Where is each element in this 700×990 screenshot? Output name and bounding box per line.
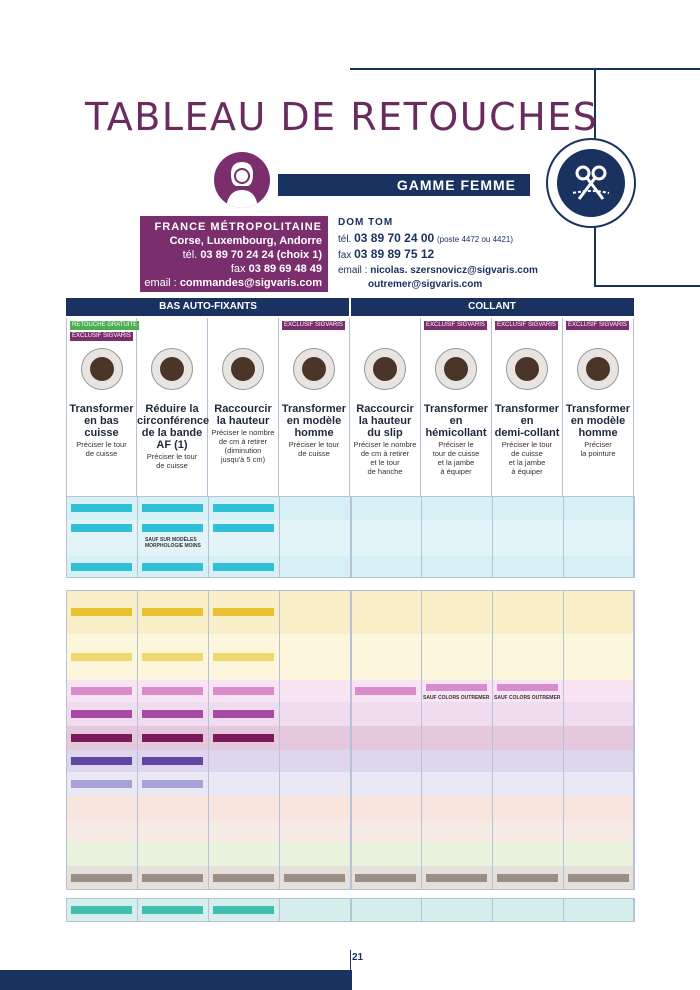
column-instruction: Préciser la pointure [580,440,616,458]
domtom-email-line: email : nicolas. szersnovicz@sigvaris.com [338,264,538,276]
france-heading: FRANCE MÉTROPOLITAINE [154,221,322,233]
stocking-icon [435,348,477,390]
column-divider [634,590,635,890]
column-divider [634,496,635,578]
column-instruction: Préciser le nombre de cm à retirer (diminution jusqu'à 5 cm) [211,428,275,464]
column-instruction: Préciser le tour de cuisse et la jambe à équiper [432,440,480,476]
header-divider [349,298,351,316]
column-title: Réduire la circonférence de la bande AF (1) [137,403,210,451]
gamme-label: GAMME FEMME [396,177,516,193]
column-header-8 [563,318,634,496]
column-header-7 [492,318,563,496]
badge-exclusif-sigvaris: EXCLUSIF SIGVARIS [568,322,627,328]
footer-bar [0,970,352,990]
domtom-email-link-1[interactable]: nicolas. szersnovicz@sigvaris.com [370,264,538,276]
stocking-icon [81,348,123,390]
note-morphologie-moins: SAUF SUR MODÈLES MORPHOLOGIE MOINS [145,537,201,549]
column-title: Raccourcir la hauteur du slip [356,403,414,439]
scissors-icon [557,149,625,217]
badge-exclusif-sigvaris: EXCLUSIF SIGVARIS [497,322,556,328]
note-colors-outremer: SAUF COLORS OUTREMER [423,695,490,701]
column-instruction: Préciser le nombre de cm à retirer et le tour de hanche [353,440,417,476]
group-bas-auto-fixants: BAS AUTO-FIXANTS [159,301,257,312]
column-instruction: Préciser le tour de cuisse et la jambe à équiper [501,440,553,476]
badge-exclusif-sigvaris: EXCLUSIF SIGVARIS [284,322,343,328]
page-number: 21 [352,952,364,963]
table-block-frame [66,898,634,922]
domtom-fax-line: fax 03 89 89 75 12 [338,247,435,261]
badge-exclusif-sigvaris: EXCLUSIF SIGVARIS [426,322,485,328]
note-colors-outremer: SAUF COLORS OUTREMER [494,695,561,701]
domtom-tel[interactable]: 03 89 70 24 00 [354,230,435,245]
column-instruction: Préciser le tour de cuisse [146,452,198,470]
stocking-icon [506,348,548,390]
france-contact-box [140,216,328,292]
column-header-6 [421,318,492,496]
column-instruction: Préciser le tour de cuisse [288,440,340,458]
column-title: Transformer en modèle homme [281,403,347,439]
stocking-icon [293,348,335,390]
domtom-fax: 03 89 89 75 12 [354,247,435,261]
column-header-3 [208,318,279,496]
emblem-badge [546,138,636,228]
column-header-5 [350,318,421,496]
domtom-heading: DOM TOM [338,217,394,228]
stocking-icon [577,348,619,390]
column-header-2 [137,318,208,496]
france-fax: 03 89 69 48 49 [248,263,322,275]
france-email-link[interactable]: commandes@sigvaris.com [179,277,322,289]
domtom-email-link-2[interactable]: outremer@sigvaris.com [368,279,483,290]
france-fax-line: fax 03 89 69 48 49 [230,263,322,275]
france-regions: Corse, Luxembourg, Andorre [169,235,322,247]
france-tel-line: tél. 03 89 70 24 24 (choix 1) [182,249,322,261]
woman-avatar-icon [214,152,270,208]
domtom-contact [338,216,538,293]
page-title: TABLEAU DE RETOUCHES [85,95,599,139]
column-title: Transformer en bas cuisse [69,403,134,439]
group-collant: COLLANT [468,301,516,312]
column-instruction: Préciser le tour de cuisse [76,440,127,458]
column-title: Transformer en modèle homme [565,403,631,439]
column-title: Raccourcir la hauteur [214,403,272,427]
badge-exclusif-sigvaris: EXCLUSIF SIGVARIS [72,333,131,339]
stocking-icon [222,348,264,390]
stocking-icon [151,348,193,390]
header-rule [350,68,596,70]
column-header-1 [66,318,137,496]
column-title: Transformer en hémicollant [423,403,489,439]
column-header-4 [279,318,350,496]
column-title: Transformer en demi-collant [494,403,560,439]
stocking-icon [364,348,406,390]
badge-retouche-gratuite: RETOUCHE GRATUITE [72,322,138,328]
gamme-banner [278,174,530,196]
column-divider [634,898,635,922]
france-email-line: email : commandes@sigvaris.com [144,277,322,289]
table-block-frame [66,590,634,890]
domtom-tel-line: tél. 03 89 70 24 00 (poste 4472 ou 4421) [338,230,514,245]
france-tel[interactable]: 03 89 70 24 24 (choix 1) [200,249,322,261]
